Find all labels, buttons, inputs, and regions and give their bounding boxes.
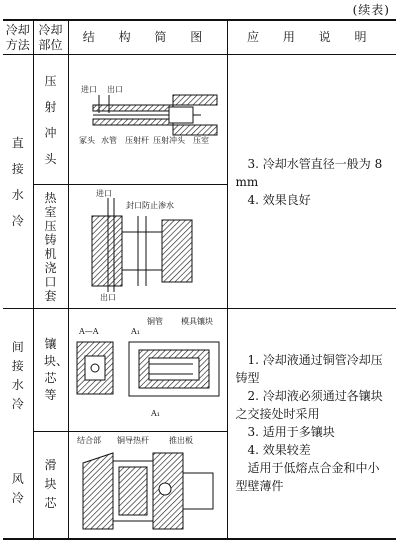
header-method: 冷却方法 (3, 20, 33, 55)
svg-text:进口: 进口 (80, 84, 97, 94)
note-line: 2. 冷却液必须通过各镶块之交接处时采用 (235, 389, 383, 422)
continued-label: (续表) (352, 3, 390, 17)
table-row (3, 309, 396, 432)
header-structure: 结 构 简 图 (68, 20, 227, 55)
figure-sleeve (68, 185, 227, 309)
svg-text:封口防止渗水: 封口防止渗水 (125, 200, 174, 210)
svg-text:结合部: 结合部 (76, 435, 101, 445)
svg-text:冢头: 冢头 (78, 135, 95, 145)
part-sleeve: 热室压铸机浇口套 (33, 185, 68, 309)
note-line: 4. 效果较差 (247, 443, 311, 458)
note-line: 4. 效果良好 (247, 192, 311, 207)
part-insert: 镶块、芯等 (33, 309, 68, 432)
figure-punch (68, 55, 227, 185)
notes-direct (227, 55, 396, 309)
svg-text:A₁: A₁ (130, 327, 140, 336)
svg-text:铜管: 铜管 (146, 317, 163, 326)
header-row (3, 20, 396, 55)
method-indirect-air (3, 309, 33, 539)
notes-indirect-air (227, 309, 396, 539)
svg-text:压室: 压室 (192, 135, 209, 145)
svg-text:水管: 水管 (100, 135, 117, 145)
slider-diagram (73, 433, 223, 533)
table-row (3, 55, 396, 185)
part-slider: 滑块芯 (33, 432, 68, 539)
svg-text:铜导热杆: 铜导热杆 (116, 435, 149, 445)
figure-slider (68, 432, 227, 539)
punch-diagram (73, 83, 223, 153)
svg-text:A—A: A—A (78, 327, 99, 336)
svg-text:出口: 出口 (106, 84, 123, 94)
sleeve-diagram (78, 186, 218, 304)
method-direct: 直接水冷 (3, 55, 33, 309)
svg-text:模具镶块: 模具镶块 (180, 317, 213, 326)
method-indirect: 间接水冷 (11, 340, 24, 412)
svg-text:出口: 出口 (99, 292, 116, 302)
svg-text:压射杆: 压射杆 (124, 135, 149, 145)
note-line: 1. 冷却液通过铜管冷却压铸型 (235, 353, 383, 386)
note-line: 3. 适用于多镶块 (247, 425, 335, 440)
svg-text:A₁: A₁ (150, 409, 160, 418)
header-part: 冷却部位 (33, 20, 68, 55)
svg-text:进口: 进口 (95, 188, 112, 198)
cooling-methods-table (3, 19, 396, 540)
svg-text:推出板: 推出板 (168, 435, 193, 445)
figure-insert (68, 309, 227, 432)
svg-text:压射冲头: 压射冲头 (152, 135, 185, 145)
method-air: 风冷 (11, 472, 24, 506)
header-usage: 应 用 说 明 (227, 20, 396, 55)
part-punch: 压射冲头 (33, 55, 68, 185)
insert-diagram (73, 312, 223, 424)
note-line: 适用于低熔点合金和中小型壁薄件 (235, 461, 380, 494)
note-line: 3. 冷却水管直径一般为 8 mm (235, 156, 383, 189)
